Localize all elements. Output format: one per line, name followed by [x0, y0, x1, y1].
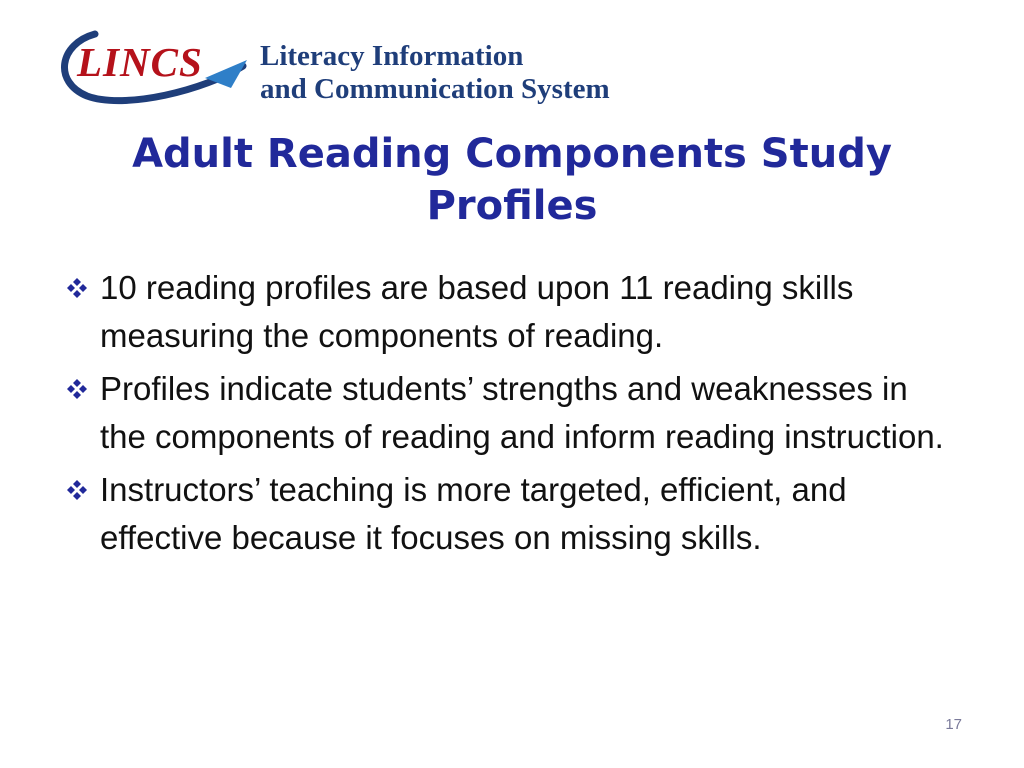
- bullet-text: 10 reading profiles are based upon 11 reading skills measuring the components of reading.: [100, 269, 854, 354]
- four-diamond-bullet-icon: [62, 378, 92, 400]
- logo-wordmark: LINCS: [77, 39, 203, 85]
- bullet-item: [62, 466, 962, 562]
- four-diamond-bullet-icon: [62, 277, 92, 299]
- lincs-logo: [55, 28, 675, 110]
- slide-page-number: 17: [945, 716, 962, 733]
- logo-tagline-line1: Literacy Information: [260, 40, 524, 72]
- logo-tagline-line2: and Communication System: [260, 73, 610, 105]
- slide-title: Adult Reading Components Study Profiles: [132, 131, 892, 229]
- bullet-list: [62, 264, 962, 567]
- bullet-text: Instructors’ teaching is more targeted, efficient, and effective because it focuses on missing skills.: [100, 471, 847, 556]
- four-diamond-bullet-icon: [62, 479, 92, 501]
- logo-tagline: [260, 40, 610, 106]
- bullet-item: [62, 365, 962, 461]
- bullet-item: [62, 264, 962, 360]
- bullet-text: Profiles indicate students’ strengths and weaknesses in the components of reading and inform reading instruction.: [100, 370, 944, 455]
